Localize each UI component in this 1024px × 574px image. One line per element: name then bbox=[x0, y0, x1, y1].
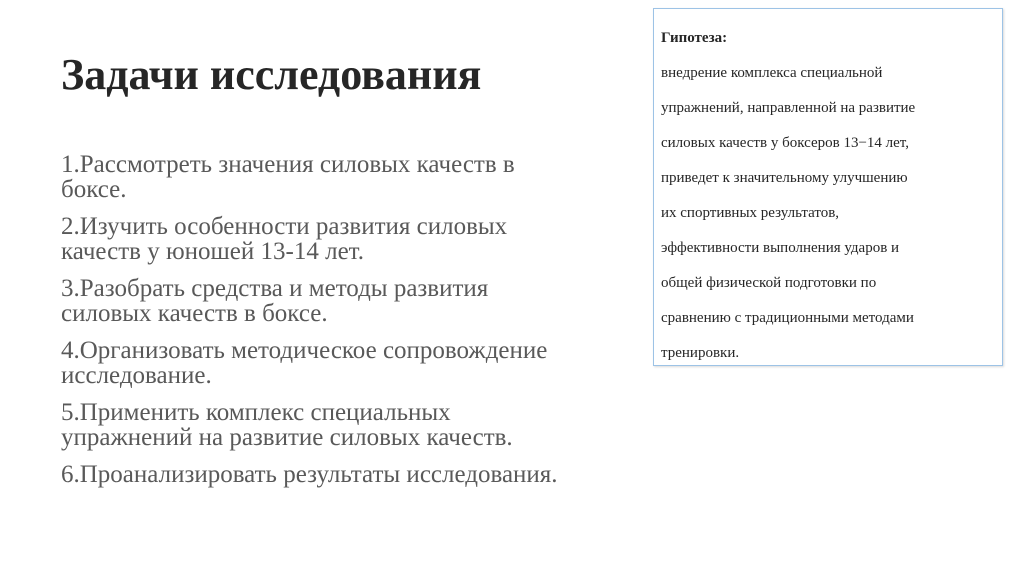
hypothesis-line-5: их спортивных результатов, bbox=[661, 205, 840, 221]
slide-title: Задачи исследования bbox=[61, 50, 482, 99]
hypothesis-line-2: упражнений, направленной на развитие bbox=[661, 100, 916, 116]
hypothesis-title: Гипотеза: bbox=[661, 30, 728, 46]
hypothesis-line-8: сравнению с традиционными методами bbox=[661, 310, 914, 326]
hypothesis-line-7: общей физической подготовки по bbox=[661, 275, 877, 291]
task-item-6: 6.Проанализировать результаты исследования. bbox=[61, 461, 558, 488]
task-item-1: 1.Рассмотреть значения силовых качеств в боксе. bbox=[61, 151, 515, 203]
hypothesis-line-3: силовых качеств у боксеров 13−14 лет, bbox=[661, 135, 909, 151]
hypothesis-line-1: внедрение комплекса специальной bbox=[661, 65, 883, 81]
tasks-list bbox=[61, 152, 661, 499]
task-item-5: 5.Применить комплекс специальных упражнений на развитие силовых качеств. bbox=[61, 399, 513, 451]
hypothesis-line-6: эффективности выполнения ударов и bbox=[661, 240, 900, 256]
hypothesis-box bbox=[653, 8, 1003, 366]
hypothesis-line-9: тренировки. bbox=[661, 345, 740, 361]
task-item-3: 3.Разобрать средства и методы развития силовых качеств в боксе. bbox=[61, 275, 489, 327]
task-item-4: 4.Организовать методическое сопровождение исследование. bbox=[61, 337, 548, 389]
hypothesis-line-4: приведет к значительному улучшению bbox=[661, 170, 908, 186]
task-item-2: 2.Изучить особенности развития силовых качеств у юношей 13-14 лет. bbox=[61, 213, 508, 265]
